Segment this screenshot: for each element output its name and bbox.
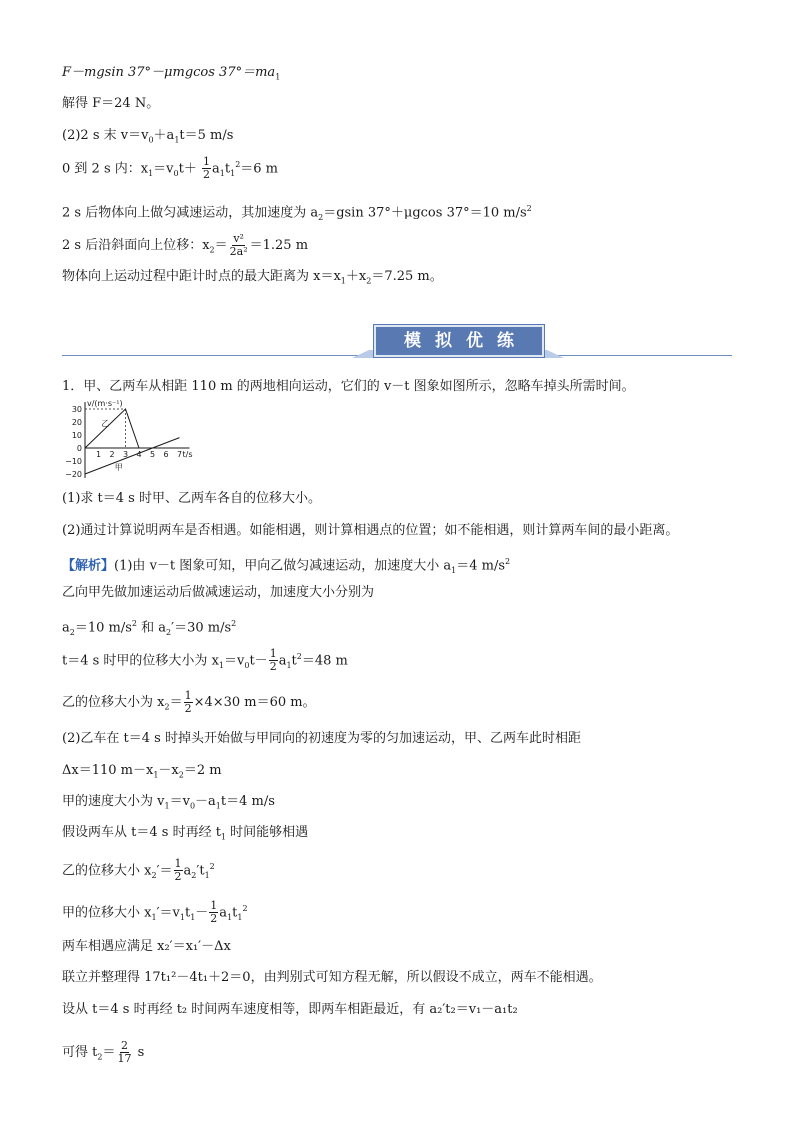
question-stem: 1．甲、乙两车从相距 110 m 的两地相向运动，它们的 v－t 图象如图所示，忽略车掉头所需时间。 <box>62 379 635 394</box>
series-label-yi: 乙 <box>101 418 110 428</box>
section-banner <box>62 322 732 362</box>
x-tick-label: 1 <box>95 450 102 459</box>
series-label-jia: 甲 <box>114 463 123 473</box>
fraction-half-3: $\frac{1}{2}$ <box>184 689 192 715</box>
displacement-line-1: 0 到 2 s 内：$x_1=v_0t+$ $\frac{1}{2}$ $a_1t_1^2=6$ m <box>62 155 279 182</box>
solution-line-4: t＝4 s 时甲的位移大小为 $x_1=v_0t-$ $\frac{1}{2}$ $a_1t^2=48$ m <box>62 647 348 674</box>
solution-line-1: 【解析】(1)由 v－t 图象可知，甲向乙做匀减速运动，加速度大小 $a_1=4$ $m/s^2$ <box>62 557 511 575</box>
solve-line: 解得 F＝24 N。 <box>62 96 160 111</box>
y-tick-label: 0 <box>76 444 82 453</box>
solution-line-13: 联立并整理得 17t₁²－4t₁＋2＝0，由判别式可知方程无解，所以假设不成立，两车不能相遇。 <box>62 970 602 985</box>
series-line-yi <box>85 409 139 448</box>
fraction-half: $\frac{1}{2}$ <box>203 155 210 182</box>
fraction-2-17: $\frac{2}{17}$ <box>117 1039 132 1065</box>
x-tick-label: 5 <box>149 450 156 459</box>
fraction-half-2: $\frac{1}{2}$ <box>269 647 277 674</box>
displacement-line-2: 2 s 后沿斜面向上位移：$x_2=$ $\frac{\text{v²}}{\text{2a²}}$ ＝1.25 m <box>62 232 309 258</box>
y-tick-label: 10 <box>71 431 82 440</box>
banner-title: 模拟优练 <box>374 325 544 357</box>
x-tick-label: 3 <box>122 450 129 459</box>
y-tick-label: 30 <box>71 405 82 414</box>
y-tick-label: −20 <box>65 470 82 478</box>
solution-line-15: 可得 $t_2=$ $\frac{2}{17}$ s <box>62 1039 145 1065</box>
deceleration-line: 2 s 后物体向上做匀减速运动，其加速度为 $a_2=gsin$ 37°＋μgcos 37°＝10 $m/s^2$ <box>62 204 532 222</box>
analysis-tag: 【解析】 <box>62 558 115 574</box>
y-tick-label: 20 <box>71 418 82 427</box>
solution-line-6: (2)乙车在 t＝4 s 时掉头开始做与甲同向的初速度为零的匀加速运动，甲、乙两车此时相距 <box>62 731 581 746</box>
solution-line-5: 乙的位移大小为 $x_2=$ $\frac{1}{2}$ ×4×30 m＝60 m。 <box>62 689 316 715</box>
fraction-half-4: $\frac{1}{2}$ <box>174 857 182 884</box>
solution-line-3: $a_2=10$ $m/s^2$ 和 $a_2'=30$ $m/s^2$ <box>62 619 237 637</box>
question-part-1: (1)求 t＝4 s 时甲、乙两车各自的位移大小。 <box>62 491 321 506</box>
solution-line-8: 甲的速度大小为 $v_1=v_0-a_1t=4$ m/s <box>62 794 275 811</box>
x-tick-label: 4 <box>136 450 142 459</box>
question-part-2: (2)通过计算说明两车是否相遇。如能相遇，则计算相遇点的位置；如不能相遇，则计算两车间的最小距离。 <box>62 523 679 538</box>
y-tick-label: −10 <box>65 457 82 466</box>
vt-chart <box>60 398 220 478</box>
x-tick-label: 2 <box>109 450 115 459</box>
fraction-v2: $\frac{\text{v²}}{\text{2a²}}$ <box>229 232 248 258</box>
solution-line-12: 两车相遇应满足 x₂′＝x₁′－Δx <box>62 939 231 954</box>
velocity-line: (2)2 s 末 $v=v_0+a_1t=5$ m/s <box>62 128 234 145</box>
x-tick-label: 7 <box>176 450 183 459</box>
equation-line-1: F－mgsin 37°－μmgcos $37^\circ=ma_1$ <box>62 65 281 82</box>
solution-line-9: 假设两车从 t＝4 s 时再经 $t_1$ 时间能够相遇 <box>62 825 309 842</box>
x-axis-label: t/s <box>182 450 193 459</box>
solution-line-11: 甲的位移大小 $x_1'=v_1t_1-$ $\frac{1}{2}$ $a_1t_1^2$ <box>62 899 248 926</box>
fraction-half-5: $\frac{1}{2}$ <box>210 899 218 926</box>
solution-line-2: 乙向甲先做加速运动后做减速运动，加速度大小分别为 <box>62 585 375 600</box>
solution-line-14: 设从 t＝4 s 时再经 t₂ 时间两车速度相等，即两车相距最近，有 a₂′t₂＝v₁－a₁t₂ <box>62 1002 518 1017</box>
x-tick-label: 6 <box>163 450 169 459</box>
y-axis-label: v/(m·s⁻¹) <box>87 399 123 408</box>
max-distance-line: 物体向上运动过程中距计时点的最大距离为 $x=x_1+x_2=7.25$ m。 <box>62 269 443 286</box>
solution-line-10: 乙的位移大小 $x_2'=$ $\frac{1}{2}$ $a_2't_1^2$ <box>62 857 215 884</box>
solution-line-7: Δx＝110 $m-x_1-x_2=2$ m <box>62 763 222 780</box>
